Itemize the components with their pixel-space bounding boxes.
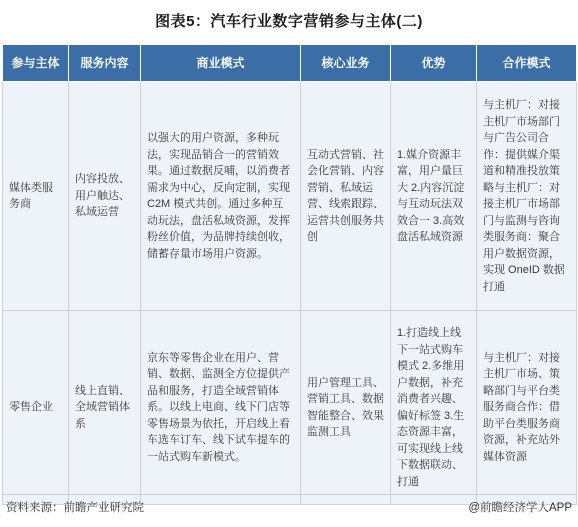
cell-business-model: 以强大的用户资源，多种玩法，实现品销合一的营销效果。通过数据反哺，以消费者需求为中心，反向定制，实现 C2M 模式共创。通过多种互动玩法，盘活私域资源，发挥粉丝价值，为品牌持续创收，储蓄存量市场用户资源。 <box>141 82 301 311</box>
cell-core-business: 互动式营销、社会化营销、内容营销、私域运营、线索跟踪、运营共创服务共创 <box>301 82 391 311</box>
footer-divider <box>2 494 576 495</box>
cell-cooperation: 与主机厂：对接主机厂市场部门 与广告公司合作：提供媒介渠道和精准投放策略与主机厂：对接主机厂市场部门与监测与咨询类服务商：聚合用户数据资源，实现 OneID 数据打通 <box>477 82 577 311</box>
app-credit: @前瞻经济学人APP <box>468 502 572 514</box>
header-entity: 参与主体 <box>3 45 69 82</box>
table-row <box>3 311 577 505</box>
header-service: 服务内容 <box>69 45 141 82</box>
cell-advantage: 1.打造线上线下一站式购车模式 2.多维用户数据，补充消费者兴趣、偏好标签 3.生态资源丰富，可实现线上线下数据联动、打通 <box>391 311 477 505</box>
cell-entity: 媒体类服务商 <box>3 82 69 311</box>
cell-service: 线上直销、全域营销体系 <box>69 311 141 505</box>
cell-entity: 零售企业 <box>3 311 69 505</box>
footer <box>6 498 572 518</box>
figure-title: 图表5：汽车行业数字营销参与主体(二) <box>155 13 423 30</box>
header-cooperation: 合作模式 <box>477 45 577 82</box>
table-row <box>3 82 577 311</box>
cell-business-model: 京东等零售企业在用户、营销、数据、监测全方位提供产品和服务，打造全域营销体系。以线上电商、线下门店等零售场景为依托，开启线上看车选车订车、线下试车提车的一站式购车新模式。 <box>141 311 301 505</box>
header-core-business: 核心业务 <box>301 45 391 82</box>
cell-cooperation: 与主机厂：对接主机厂市场、策略部门与平台类服务商合作：借助平台类服务商资源，补充站外媒体资源 <box>477 311 577 505</box>
cell-advantage: 1.媒介资源丰富，用户量巨大 2.内容沉淀与互动玩法双效合一 3.高效盘活私域资源 <box>391 82 477 311</box>
header-advantage: 优势 <box>391 45 477 82</box>
table-header-row <box>3 45 577 82</box>
participants-table <box>2 44 577 505</box>
source-note: 资料来源：前瞻产业研究院 <box>6 502 144 514</box>
header-business-model: 商业模式 <box>141 45 301 82</box>
cell-core-business: 用户管理工具、营销工具、数据智能整合、效果监测工具 <box>301 311 391 505</box>
cell-service: 内容投放、用户触达、私域运营 <box>69 82 141 311</box>
